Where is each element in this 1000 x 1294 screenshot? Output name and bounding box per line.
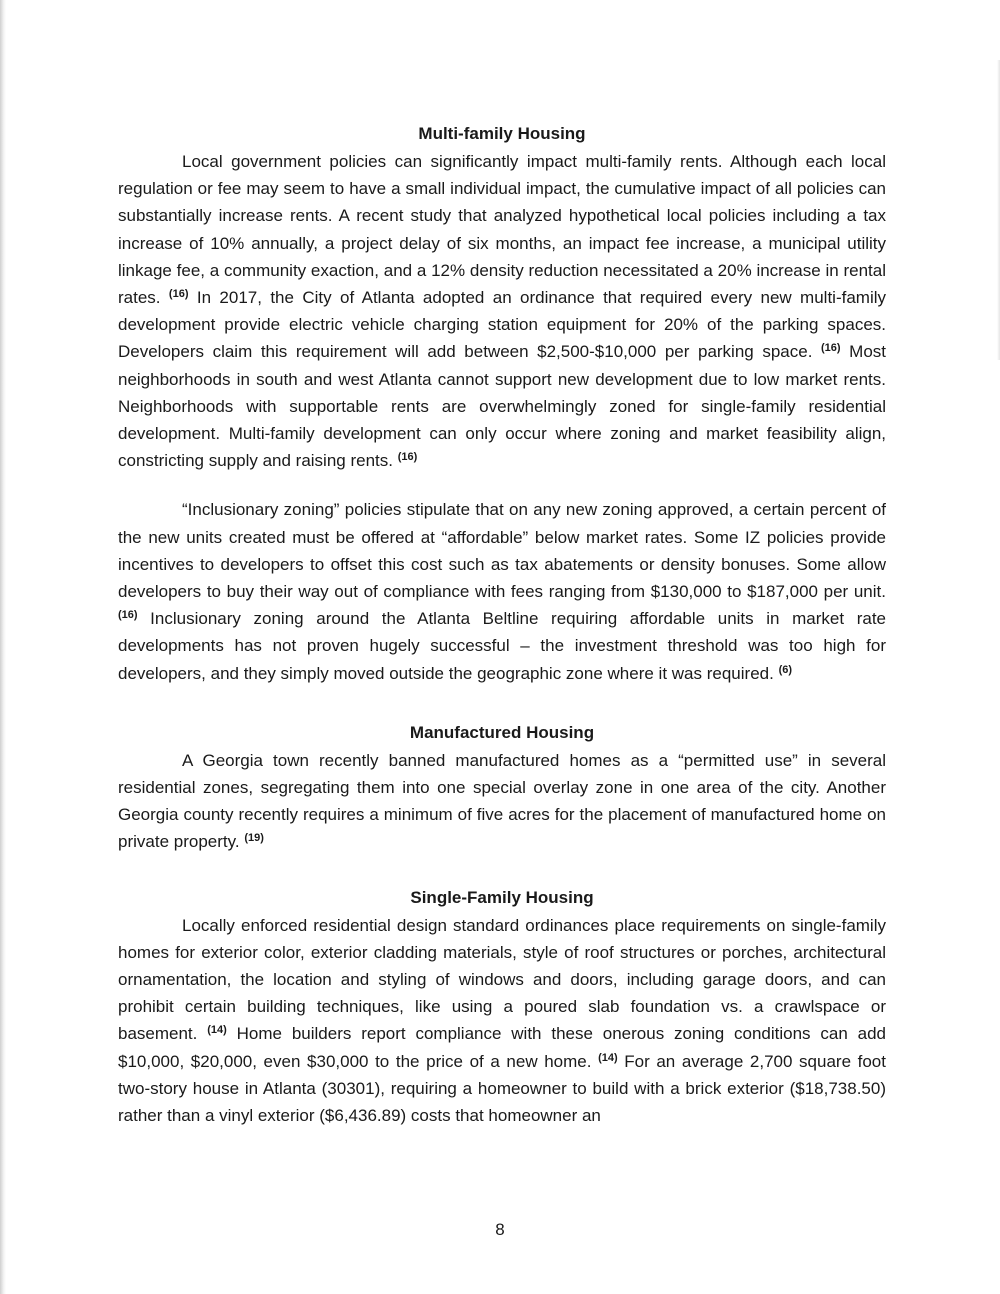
paragraph-multifamily-rents: [118, 148, 886, 474]
section-heading-multifamily: Multi-family Housing: [418, 124, 586, 143]
citation-ref: (14): [207, 1024, 227, 1037]
citation-ref: (16): [821, 342, 841, 355]
text-run: Home builders report compliance with these onerous zoning conditions can add $10,000, $20,000, even $30,000 to the price of a new home.: [118, 1024, 886, 1071]
text-run: Locally enforced residential design standard ordinances place requirements on single-family homes for exterior color, exterior cladding materials, style of roof structures or porches, architectural ornamentation, the location and styling of windows and doors, including garage doors, and can prohibit certain building techniques, like using a poured slab foundation vs. a crawlspace or basement.: [118, 915, 886, 1044]
text-run: Local government policies can significantly impact multi-family rents. Although each local regulation or fee may seem to have a small individual impact, the cumulative impact of all policies can substantially increase rents. A recent study that analyzed hypothetical local policies including a tax increase of 10% annually, a project delay of six months, an impact fee increase, a municipal utility linkage fee, a community exaction, and a 12% density reduction necessitated a 20% increase in rental rates.: [118, 152, 886, 308]
citation-ref: (19): [244, 832, 264, 845]
citation-ref: (16): [168, 288, 189, 301]
text-run: A Georgia town recently banned manufactured homes as a “permitted use” in several residential zones, segregating them into one special overlay zone in one area of the city. Another Georgia county recently requires a minimum of five acres for the placement of manufactured home on private property.: [118, 750, 886, 852]
text-run: Most neighborhoods in south and west Atlanta cannot support new development due to low market rents. Neighborhoods with supportable rents are overwhelmingly zoned for single-family residential development. Multi-family development can only occur where zoning and market feasibility align, constricting supply and raising rents.: [118, 342, 886, 471]
section-manufactured-housing: [118, 721, 886, 856]
text-run: In 2017, the City of Atlanta adopted an ordinance that required every new multi-family development provide electric vehicle charging station equipment for 20% of the parking spaces. Developers claim this requirement will add between $2,500-$10,000 per parking space.: [118, 288, 887, 362]
citation-ref: (14): [598, 1051, 618, 1064]
page-number: 8: [495, 1220, 505, 1239]
paragraph-manufactured-homes: [118, 747, 886, 856]
section-heading-singlefamily: Single-Family Housing: [410, 887, 594, 907]
text-run: Inclusionary zoning around the Atlanta Beltline requiring affordable units in market rate developments has not proven hugely successful – the investment threshold was too high for developers, and they simply moved outside the geographic zone where it was required.: [118, 609, 886, 683]
citation-ref: (16): [397, 451, 418, 464]
section-heading-manufactured: Manufactured Housing: [409, 722, 595, 742]
section-single-family-housing: [118, 886, 886, 1130]
section-multifamily-housing: [118, 122, 886, 687]
citation-ref: (16): [118, 609, 138, 622]
scan-edge-shadow: [0, 0, 6, 1294]
paragraph-inclusionary-zoning: [118, 496, 886, 686]
text-run: For an average 2,700 square foot two-story house in Atlanta (30301), requiring a homeowner to build with a brick exterior ($18,738.50) rather than a vinyl exterior ($6,436.89) costs that homeowner an: [118, 1051, 886, 1126]
citation-ref: (6): [778, 663, 793, 676]
paragraph-design-standards: [118, 912, 886, 1130]
document-page: [118, 122, 886, 1129]
text-run: “Inclusionary zoning” policies stipulate that on any new zoning approved, a certain percent of the new units created must be offered at “affordable” below market rates. Some IZ policies provide incentives to developers to offset this cost such as tax abatements or density bonuses. Some allow developers to buy their way out of compliance with fees ranging from $130,000 to $187,000 per unit.: [118, 500, 886, 602]
